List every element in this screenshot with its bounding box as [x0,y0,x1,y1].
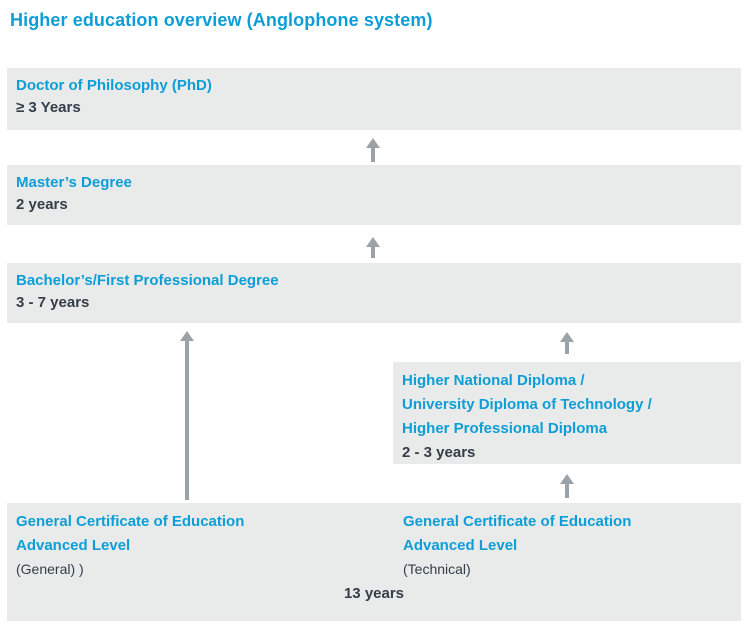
gce-box [7,503,741,621]
phd-box-duration: ≥ 3 Years [16,99,81,116]
bachelors-box [7,263,741,323]
phd-box-title: Doctor of Philosophy (PhD) [16,77,212,94]
hnd-box-duration: 2 - 3 years [402,444,476,461]
arrow-up-icon [560,332,574,354]
gce-technical-column [403,510,631,580]
bachelors-box-title: Bachelor’s/First Professional Degree [16,272,279,289]
arrow-stem [565,342,569,354]
page-title: Higher education overview (Anglophone system) [10,10,433,30]
arrow-up-icon [560,474,574,498]
bachelors-box-duration: 3 - 7 years [16,294,90,311]
arrow-stem [565,484,569,498]
gce-technical-title-line: Advanced Level [403,537,518,554]
gce-general-title-line: General Certificate of Education [16,513,245,530]
arrow-stem [371,247,375,258]
arrow-head [560,474,574,484]
masters-box-title: Master’s Degree [16,174,132,191]
gce-technical-subtitle: (Technical) [403,561,471,577]
arrow-head [366,138,380,148]
arrow-up-icon [366,237,380,258]
hnd-box-title-line: Higher Professional Diploma [402,420,608,437]
arrow-stem [185,341,189,500]
gce-box-duration: 13 years [343,585,405,602]
arrow-head [180,331,194,341]
hnd-box [393,362,741,464]
gce-general-subtitle: (General) ) [16,561,84,577]
arrow-head [366,237,380,247]
hnd-box-title-line: University Diploma of Technology / [402,396,652,413]
gce-general-title-line: Advanced Level [16,537,131,554]
gce-technical-title-line: General Certificate of Education [403,513,632,530]
long-arrow-up-icon [180,331,194,500]
masters-box-duration: 2 years [16,196,68,213]
masters-box [7,165,741,225]
arrow-head [560,332,574,342]
gce-general-column [16,510,244,580]
hnd-box-title-line: Higher National Diploma / [402,372,585,389]
arrow-up-icon [366,138,380,162]
phd-box [7,68,741,130]
arrow-stem [371,148,375,162]
